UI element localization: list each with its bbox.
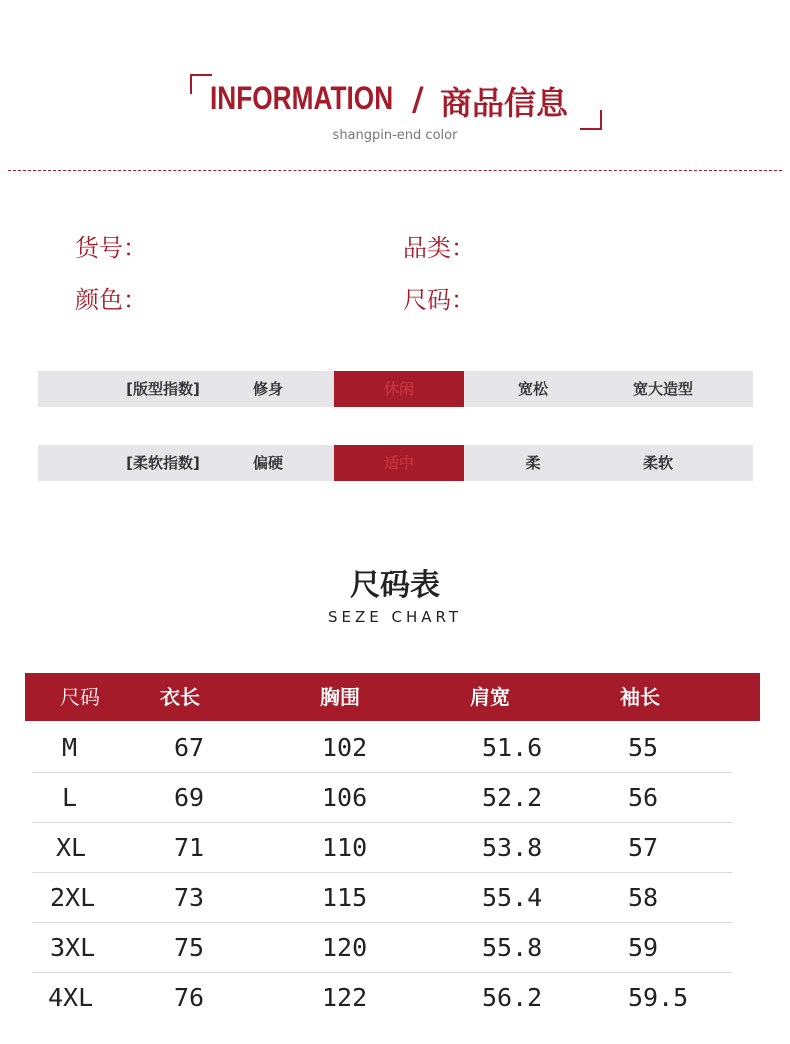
- size-chart-subtitle: SEZE CHART: [327, 608, 463, 626]
- title-bracket-bottom-right: [580, 110, 602, 130]
- header-length: 衣长: [160, 685, 200, 709]
- softness-option-medium-selected: 适中: [334, 445, 464, 481]
- fit-option-loose: 宽松: [517, 380, 548, 398]
- cell-sleeve: 55: [628, 733, 659, 762]
- fit-option-oversized: 宽大造型: [632, 380, 693, 398]
- cell-shoulder: 55.4: [482, 883, 543, 912]
- cell-sleeve: 59: [628, 933, 659, 962]
- color-label: 颜色：: [75, 286, 147, 314]
- table-row: [32, 823, 732, 873]
- cell-chest: 106: [322, 783, 368, 812]
- cell-length: 69: [174, 783, 205, 812]
- cell-length: 67: [174, 733, 205, 762]
- cell-size: 4XL: [48, 983, 94, 1012]
- fit-option-casual-selected: 休闲: [334, 371, 464, 407]
- cell-length: 76: [174, 983, 205, 1012]
- header-chest: 胸围: [320, 685, 360, 709]
- table-row: [32, 873, 732, 923]
- cell-size: L: [62, 783, 78, 812]
- cell-chest: 122: [322, 983, 368, 1012]
- table-row: [32, 773, 732, 823]
- cell-sleeve: 56: [628, 783, 659, 812]
- cell-shoulder: 56.2: [482, 983, 543, 1012]
- fit-index-bar: [38, 371, 753, 407]
- cell-sleeve: 58: [628, 883, 659, 912]
- cell-chest: 115: [322, 883, 368, 912]
- header-subtitle: shangpin-end color: [332, 128, 458, 143]
- softness-option-stiff: 偏硬: [252, 454, 283, 472]
- dashed-divider: [8, 170, 782, 171]
- cell-sleeve: 57: [628, 833, 659, 862]
- fit-index-label: [版型指数]: [126, 380, 200, 398]
- cell-shoulder: 53.8: [482, 833, 543, 862]
- title-chinese: 商品信息: [440, 84, 569, 122]
- header-sleeve: 袖长: [620, 685, 660, 709]
- size-chart-title: 尺码表: [350, 568, 440, 603]
- title-bracket-top-left: [190, 74, 212, 94]
- size-label: 尺码：: [403, 286, 475, 314]
- item-number-label: 货号：: [75, 234, 147, 262]
- softness-option-very-soft: 柔软: [642, 454, 673, 472]
- title-slash: /: [412, 80, 424, 118]
- cell-sleeve: 59.5: [628, 983, 689, 1012]
- softness-index-bar: [38, 445, 753, 481]
- category-label: 品类：: [403, 234, 475, 262]
- softness-index-label: [柔软指数]: [126, 454, 200, 472]
- table-row: [32, 923, 732, 973]
- cell-shoulder: 55.8: [482, 933, 543, 962]
- cell-length: 75: [174, 933, 205, 962]
- header-size: 尺码: [60, 685, 100, 709]
- cell-size: M: [62, 733, 78, 762]
- cell-size: 3XL: [50, 933, 96, 962]
- cell-chest: 110: [322, 833, 368, 862]
- cell-size: XL: [56, 833, 87, 862]
- table-row: [32, 973, 732, 1022]
- fit-option-slim: 修身: [252, 380, 283, 398]
- header-shoulder: 肩宽: [470, 685, 510, 709]
- softness-option-soft: 柔: [525, 454, 541, 472]
- cell-length: 71: [174, 833, 205, 862]
- cell-size: 2XL: [50, 883, 96, 912]
- cell-length: 73: [174, 883, 205, 912]
- cell-chest: 120: [322, 933, 368, 962]
- title-english: INFORMATION: [210, 80, 394, 116]
- cell-shoulder: 52.2: [482, 783, 543, 812]
- cell-chest: 102: [322, 733, 368, 762]
- table-row: [32, 723, 732, 773]
- cell-shoulder: 51.6: [482, 733, 543, 762]
- size-table-header: [25, 673, 760, 721]
